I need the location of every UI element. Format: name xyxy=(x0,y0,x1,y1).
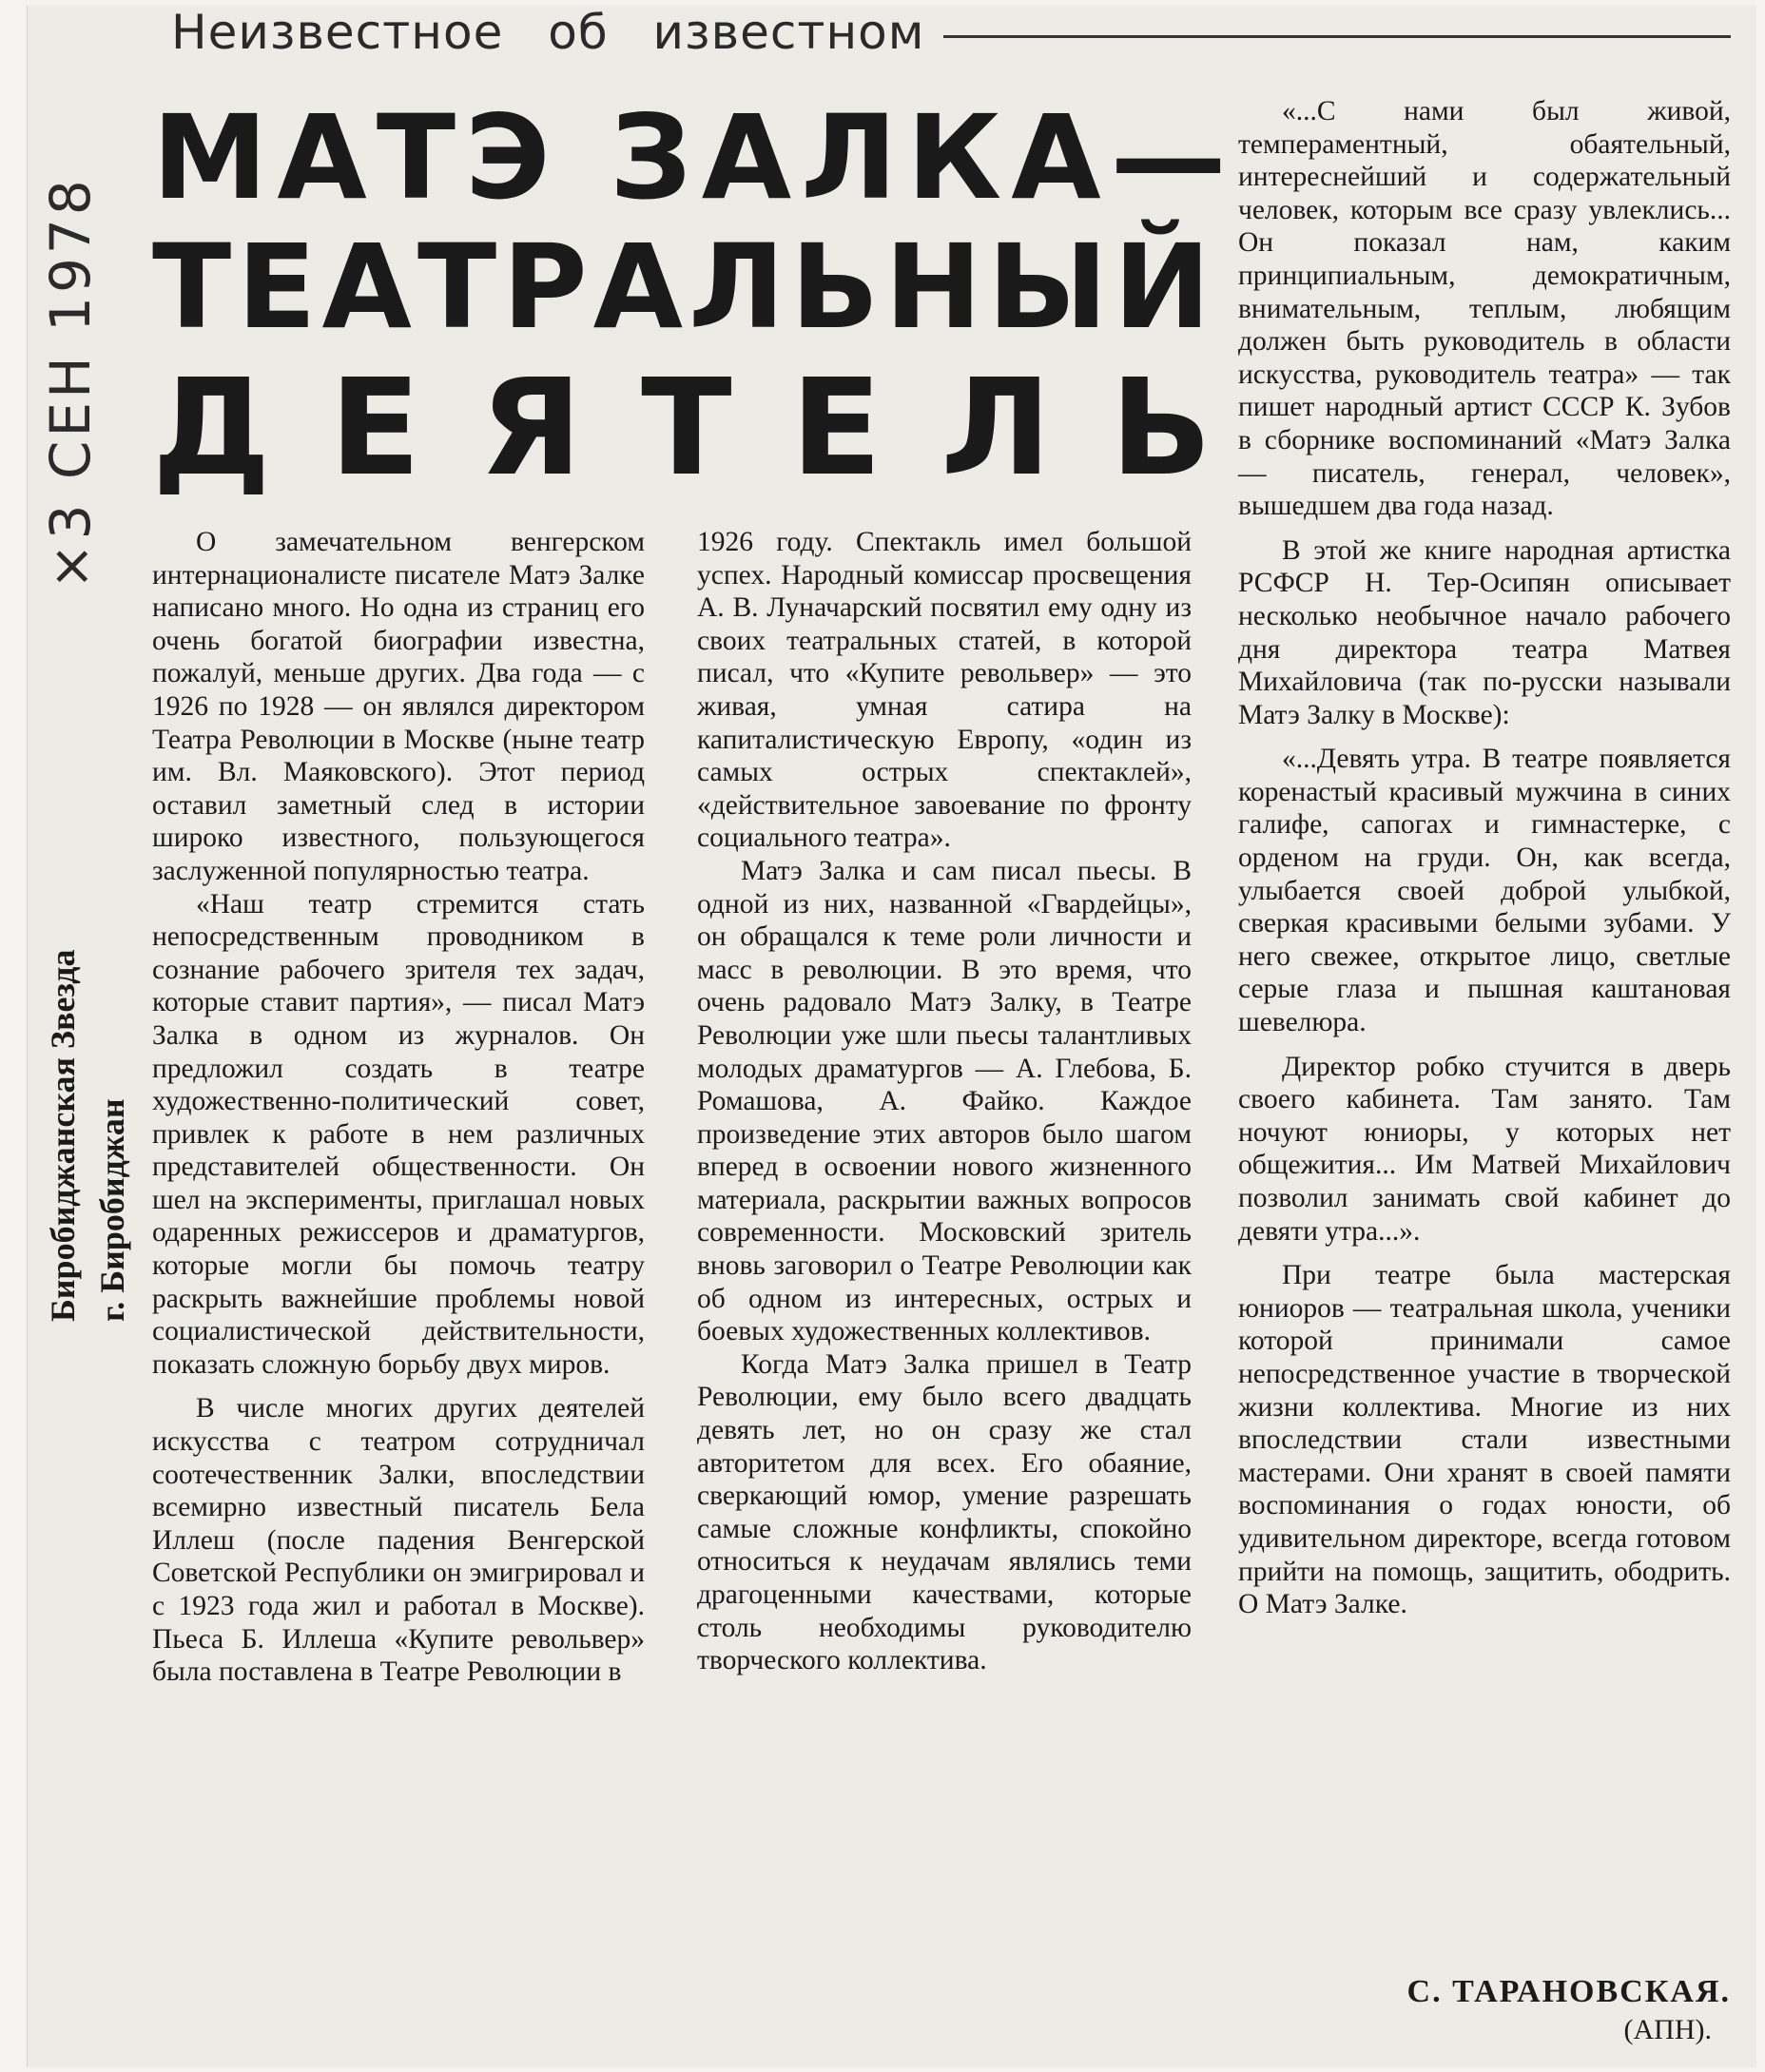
text-column-1 xyxy=(152,526,645,1689)
headline-line-3: ДЕЯТЕЛЬ xyxy=(152,351,1271,506)
paragraph: О замечательном венгерском интернационалисте писателе Матэ Залке написано много. Но одна из страниц его очень богатой биографии известна, пожалуй, меньше других. Два года — с 1926 по 1928 — он являлся директором Театра Революции в Москве (ныне театр им. Вл. Маяковского). Этот период оставил заметный след в истории широко известного, пользующегося заслуженной популярностью театра. xyxy=(152,527,645,886)
paragraph: «...С нами был живой, темпераментный, обаятельный, интереснейший и содержательный человек, которым все сразу увлеклись... Он показал нам, каким принципиальным, демократичным, внимательным, теплым, любящим должен быть руководитель в области искусства, руководитель театра» — так пишет народный артист СССР К. Зубов в сборнике воспоминаний «Матэ Залка — писатель, генерал, человек», вышедшем два года назад. xyxy=(1238,96,1731,522)
rubric-rule xyxy=(943,35,1731,38)
headline-line-1: МАТЭ ЗАЛКА— xyxy=(152,90,1236,225)
paragraph: Матэ Залка и сам писал пьесы. В одной из них, названной «Гвардейцы», он обращался к теме роли личности и масс в революции. В это время, что очень радовало Матэ Залку, в Театре Революции уже шли пьесы талантливых молодых драматургов — А. Глебова, Б. Ромашова, А. Файко. Каждое произведение этих авторов было шагом вперед в освоении нового жизненного материала, раскрытии важных вопросов современности. Московский зритель вновь заговорил о Театре Революции как об одном из интересных, острых и боевых художественных коллективов. xyxy=(697,855,1192,1347)
headline-line-2: ТЕАТРАЛЬНЫЙ xyxy=(152,220,1216,355)
paragraph: В числе многих других деятелей искусства с театром сотрудничал соотечественник Залки, впоследствии всемирно известный писатель Бела Иллеш (после падения Венгерской Советской Республики он эмигрировал и с 1923 года жил и работал в Москве). Пьеса Б. Иллеша «Купите револьвер» была поставлена в Театре Революции в xyxy=(152,1393,645,1688)
author-name: С. ТАРАНОВСКАЯ. xyxy=(1406,1974,1731,2009)
newspaper-city: г. Биробиджан xyxy=(93,1098,131,1322)
news-agency: (АПН). xyxy=(1623,2014,1712,2045)
paragraph: «...Девять утра. В театре появляется коренастый красивый мужчина в синих галифе, сапогах и гимнастерке, с орденом на груди. Он, как всегда, улыбается своей доброй улыбкой, сверкая красивыми белыми зубами. У него свежее, открытое лицо, светлые серые глаза и пышная каштановая шевелюра. xyxy=(1238,744,1731,1038)
rubric-title: Неизвестное об известном xyxy=(171,5,925,60)
paragraph: Директор робко стучится в дверь своего кабинета. Там занято. Там ночуют юниоры, у которых нет общежития... Им Матвей Михайлович позволил занимать свой кабинет до девяти утра...». xyxy=(1238,1051,1731,1247)
paragraph: 1926 году. Спектакль имел большой успех. Народный комиссар просвещения А. В. Луначарский посвятил ему одну из своих театральных статей, в которой писал, что «Купите револьвер» — это живая, умная сатира на капиталистическую Европу, «один из самых острых спектаклей», «действительное завоевание по фронту социального театра». xyxy=(697,527,1192,854)
newspaper-name: Биробиджанская Звезда xyxy=(44,949,82,1322)
text-column-2 xyxy=(697,526,1192,1677)
paragraph: В этой же книге народная артистка РСФСР Н. Тер-Осипян описывает несколько необычное начало рабочего дня директора театра Матвея Михайловича (так по-русски называли Матэ Залку в Москве): xyxy=(1238,534,1731,730)
rubric-header xyxy=(171,4,1731,61)
paragraph: Когда Матэ Залка пришел в Театр Революции, ему было всего двадцать девять лет, но он сразу же стал авторитетом для всех. Его обаяние, сверкающий юмор, умение разрешать самые сложные конфликты, спокойно относиться к неудачам являлись теми драгоценными качествами, которые столь необходимы руководителю творческого коллектива. xyxy=(697,1348,1192,1676)
paragraph: При театре была мастерская юниоров — театральная школа, ученики которой принимали самое непосредственное участие в творческой жизни коллектива. Многие из них впоследствии стали известными мастерами. Они хранят в своей памяти воспоминания о годах юности, об удивительном директоре, всегда готовом прийти на помощь, защитить, ободрить. О Матэ Залке. xyxy=(1238,1260,1731,1620)
text-column-3 xyxy=(1238,95,1731,1621)
paragraph: «Наш театр стремится стать непосредственным проводником в сознание рабочего зрителя тех задач, которые ставит партия», — писал Матэ Залка в одном из журналов. Он предложил создать в театре художественно-политический совет, привлек к работе в нем различных представителей общественности. Он шел на эксперименты, приглашал новых одаренных режиссеров и драматургов, которые могли бы помочь театру раскрыть важнейшие проблемы новой социалистической действительности, показать сложную борьбу двух миров. xyxy=(152,888,645,1380)
source-note xyxy=(38,827,152,1322)
article-headline xyxy=(152,90,1271,506)
byline xyxy=(1236,1973,1731,2049)
date-stamp: ×3 СЕН 1978 xyxy=(38,176,103,590)
